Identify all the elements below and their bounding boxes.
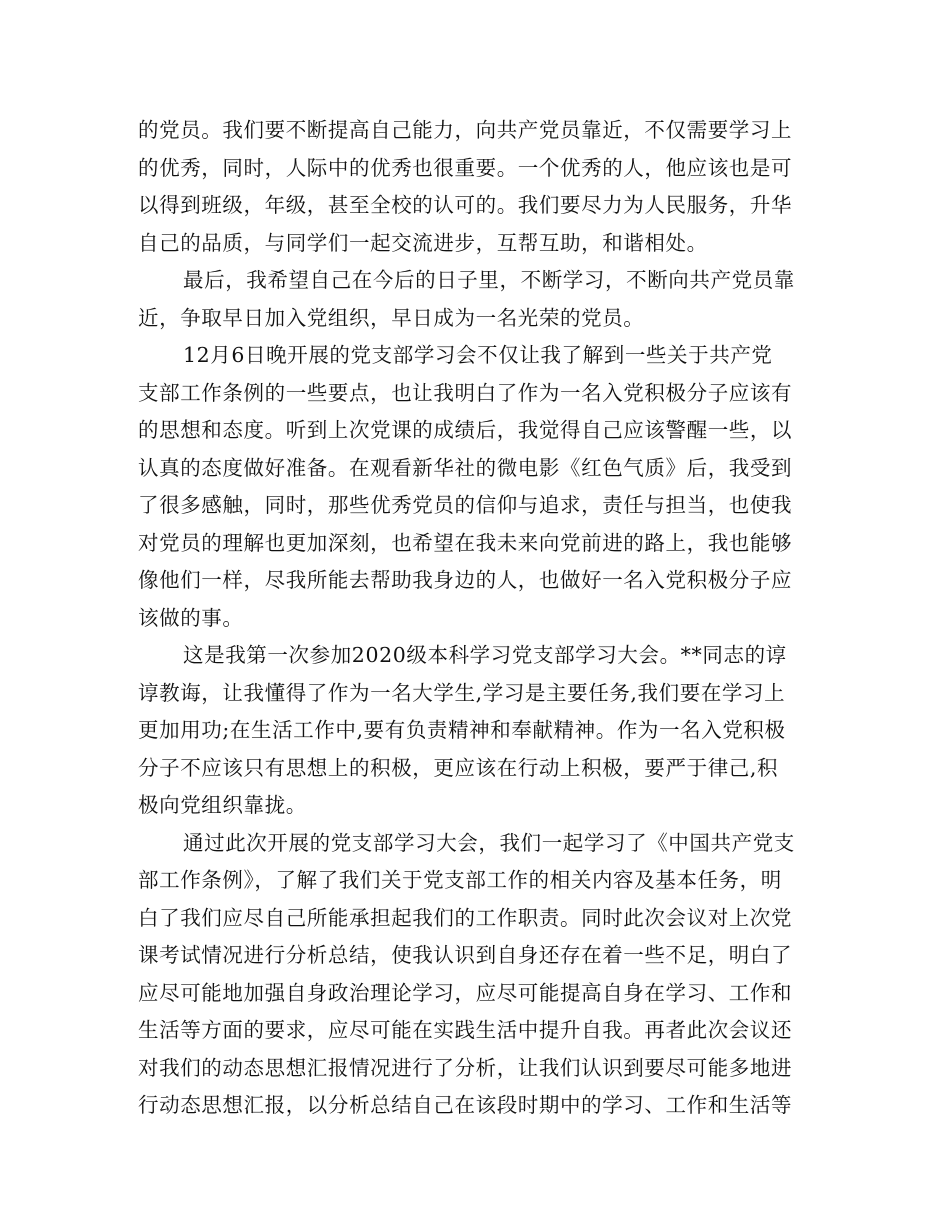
text-line: 课考试情况进行分析总结，使我认识到自身还存在着一些不足，明白了 [138, 943, 793, 967]
paragraph-first-line: 12月6日晚开展的党支部学习会不仅让我了解到一些关于共产党 [183, 343, 773, 367]
paragraph-first-line: 最后，我希望自己在今后的日子里，不断学习，不断向共产党员靠 [183, 268, 795, 292]
text-line: 支部工作条例的一些要点，也让我明白了作为一名入党积极分子应该有 [138, 380, 793, 405]
text-line: 像他们一样，尽我所能去帮助我身边的人，也做好一名入党积极分子应 [138, 568, 793, 592]
text-line: 认真的态度做好准备。在观看新华社的微电影《红色气质》后，我受到 [138, 455, 793, 480]
text-line: 以得到班级，年级，甚至全校的认可的。我们要尽力为人民服务，升华 [138, 193, 793, 217]
document-body [138, 112, 816, 1125]
text-line: 极向党组织靠拢。 [138, 793, 307, 817]
text-line: 对我们的动态思想汇报情况进行了分析，让我们认识到要尽可能多地进 [138, 1055, 793, 1080]
text-line: 的党员。我们要不断提高自己能力，向共产党员靠近，不仅需要学习上 [138, 118, 793, 142]
text-line: 谆教诲，让我懂得了作为一名大学生,学习是主要任务,我们要在学习上 [138, 680, 786, 705]
text-line: 的思想和态度。听到上次党课的成绩后，我觉得自己应该警醒一些，以 [138, 418, 793, 442]
text-line: 生活等方面的要求，应尽可能在实践生活中提升自我。再者此次会议还 [138, 1018, 793, 1042]
text-line: 近，争取早日加入党组织，早日成为一名光荣的党员。 [138, 305, 645, 330]
paragraph-first-line: 这是我第一次参加2020级本科学习党支部学习大会。**同志的谆 [183, 643, 787, 667]
text-line: 自己的品质，与同学们一起交流进步，互帮互助，和谐相处。 [138, 230, 708, 255]
text-line: 的优秀，同时，人际中的优秀也很重要。一个优秀的人，他应该也是可 [138, 155, 793, 180]
text-line: 该做的事。 [138, 605, 244, 630]
text-line: 对党员的理解也更加深刻，也希望在我未来向党前进的路上，我也能够 [138, 530, 793, 555]
text-line: 部工作条例》，了解了我们关于党支部工作的相关内容及基本任务，明 [138, 868, 782, 892]
text-line: 分子不应该只有思想上的积极，更应该在行动上积极，要严于律己,积 [138, 755, 779, 780]
text-line: 了很多感触，同时，那些优秀党员的信仰与追求，责任与担当，也使我 [138, 493, 793, 517]
text-line: 应尽可能地加强自身政治理论学习，应尽可能提高自身在学习、工作和 [138, 980, 793, 1005]
text-line: 白了我们应尽自己所能承担起我们的工作职责。同时此次会议对上次党 [138, 905, 793, 930]
text-line: 更加用功;在生活工作中,要有负责精神和奉献精神。作为一名入党积极 [138, 718, 786, 742]
paragraph-first-line: 通过此次开展的党支部学习大会，我们一起学习了《中国共产党支 [183, 830, 795, 855]
text-line: 行动态思想汇报，以分析总结自己在该段时期中的学习、工作和生活等 [138, 1093, 793, 1117]
